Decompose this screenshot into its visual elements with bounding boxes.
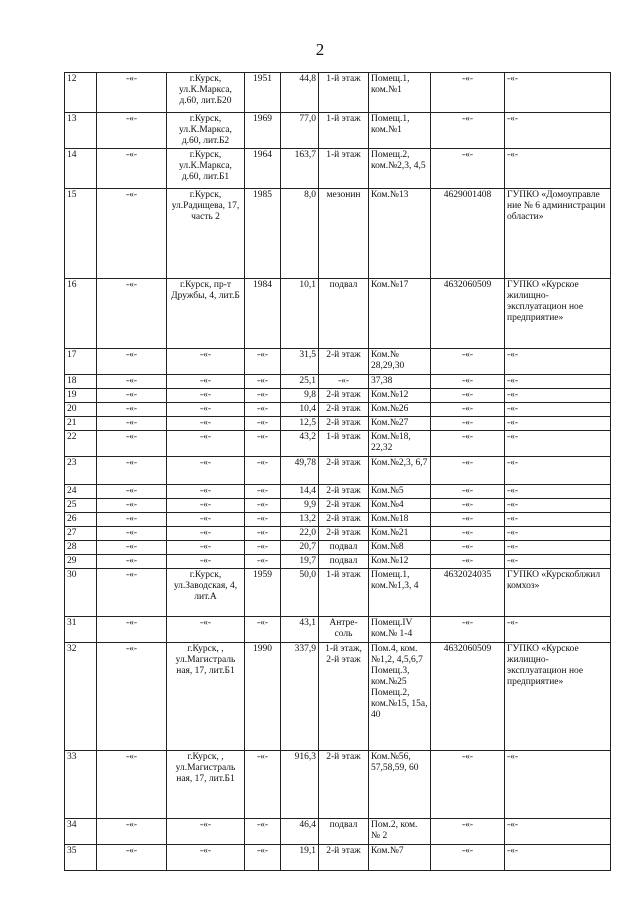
year-cell: 1969 [245, 113, 281, 149]
row-number: 31 [65, 617, 97, 643]
year-cell: -«- [245, 349, 281, 375]
year-cell: 1984 [245, 279, 281, 349]
rooms-cell: Ком.№13 [369, 189, 431, 279]
address-cell: -«- [167, 389, 245, 403]
year-cell: -«- [245, 617, 281, 643]
area-cell: 9,8 [281, 389, 319, 403]
row-number: 13 [65, 113, 97, 149]
row-number: 32 [65, 643, 97, 751]
ditto-cell: -«- [97, 499, 167, 513]
rooms-cell: Ком.№8 [369, 541, 431, 555]
inn-cell: -«- [431, 349, 505, 375]
floor-cell: подвал [319, 541, 369, 555]
row-number: 23 [65, 457, 97, 485]
inn-cell: 4632024035 [431, 569, 505, 617]
rooms-cell: Ком.№18 [369, 513, 431, 527]
holder-cell: -«- [505, 499, 611, 513]
rooms-cell: Ком.№12 [369, 389, 431, 403]
holder-cell: -«- [505, 541, 611, 555]
inn-cell: -«- [431, 457, 505, 485]
year-cell: -«- [245, 499, 281, 513]
table-row [65, 499, 611, 513]
row-number: 25 [65, 499, 97, 513]
row-number: 30 [65, 569, 97, 617]
ditto-cell: -«- [97, 189, 167, 279]
rooms-cell: Ком.№17 [369, 279, 431, 349]
floor-cell: 2-й этаж [319, 389, 369, 403]
holder-cell: ГУПКО «Курскоблжил комхоз» [505, 569, 611, 617]
holder-cell: -«- [505, 457, 611, 485]
table-row [65, 457, 611, 485]
address-cell: -«- [167, 485, 245, 499]
inn-cell: -«- [431, 845, 505, 871]
holder-cell: -«- [505, 485, 611, 499]
area-cell: 9,9 [281, 499, 319, 513]
inn-cell: -«- [431, 617, 505, 643]
address-cell: -«- [167, 845, 245, 871]
holder-cell: -«- [505, 73, 611, 113]
area-cell: 49,78 [281, 457, 319, 485]
floor-cell: мезонин [319, 189, 369, 279]
table-row [65, 513, 611, 527]
ditto-cell: -«- [97, 751, 167, 819]
area-cell: 10,4 [281, 403, 319, 417]
ditto-cell: -«- [97, 149, 167, 189]
row-number: 24 [65, 485, 97, 499]
rooms-cell: Помещ.2, ком.№2,3, 4,5 [369, 149, 431, 189]
table-row [65, 189, 611, 279]
year-cell: -«- [245, 541, 281, 555]
ditto-cell: -«- [97, 113, 167, 149]
rooms-cell: Ком.№56, 57,58,59, 60 [369, 751, 431, 819]
inn-cell: -«- [431, 431, 505, 457]
inn-cell: -«- [431, 527, 505, 541]
area-cell: 337,9 [281, 643, 319, 751]
floor-cell: 1-й этаж [319, 149, 369, 189]
year-cell: 1959 [245, 569, 281, 617]
rooms-cell: Ком.№27 [369, 417, 431, 431]
table-row [65, 279, 611, 349]
table-row [65, 617, 611, 643]
year-cell: -«- [245, 527, 281, 541]
table-row [65, 643, 611, 751]
year-cell: 1951 [245, 73, 281, 113]
floor-cell: 1-й этаж [319, 73, 369, 113]
inn-cell: -«- [431, 751, 505, 819]
inn-cell: -«- [431, 417, 505, 431]
rooms-cell: Ком.№7 [369, 845, 431, 871]
ditto-cell: -«- [97, 389, 167, 403]
holder-cell: -«- [505, 375, 611, 389]
year-cell: -«- [245, 845, 281, 871]
holder-cell: -«- [505, 845, 611, 871]
row-number: 21 [65, 417, 97, 431]
floor-cell: подвал [319, 555, 369, 569]
floor-cell: 1-й этаж [319, 569, 369, 617]
inn-cell: -«- [431, 73, 505, 113]
inn-cell: 4632060509 [431, 279, 505, 349]
table-row [65, 417, 611, 431]
year-cell: -«- [245, 431, 281, 457]
year-cell: -«- [245, 403, 281, 417]
area-cell: 22,0 [281, 527, 319, 541]
area-cell: 13,2 [281, 513, 319, 527]
area-cell: 25,1 [281, 375, 319, 389]
holder-cell: ГУПКО «Курское жилищно-эксплуатацион ное предприятие» [505, 643, 611, 751]
inn-cell: -«- [431, 375, 505, 389]
inn-cell: -«- [431, 389, 505, 403]
rooms-cell: Пом.4, ком.№1,2, 4,5,6,7 Помещ.3, ком.№25 Помещ.2, ком.№15, 15а, 40 [369, 643, 431, 751]
year-cell: -«- [245, 751, 281, 819]
address-cell: г.Курск, пр-т Дружбы, 4, лит.Б [167, 279, 245, 349]
rooms-cell: Помещ.1, ком.№1 [369, 113, 431, 149]
row-number: 22 [65, 431, 97, 457]
table-row [65, 389, 611, 403]
row-number: 35 [65, 845, 97, 871]
floor-cell: 2-й этаж [319, 485, 369, 499]
address-cell: г.Курск, ул.К.Маркса, д.60, лит.Б1 [167, 149, 245, 189]
inn-cell: 4629001408 [431, 189, 505, 279]
holder-cell: -«- [505, 527, 611, 541]
holder-cell: -«- [505, 149, 611, 189]
address-cell: -«- [167, 541, 245, 555]
row-number: 12 [65, 73, 97, 113]
rooms-cell: Ком.№ 28,29,30 [369, 349, 431, 375]
floor-cell: подвал [319, 279, 369, 349]
table-row [65, 375, 611, 389]
area-cell: 14,4 [281, 485, 319, 499]
floor-cell: 1-й этаж, 2-й этаж [319, 643, 369, 751]
holder-cell: -«- [505, 555, 611, 569]
table-row [65, 819, 611, 845]
inn-cell: -«- [431, 403, 505, 417]
area-cell: 19,7 [281, 555, 319, 569]
ditto-cell: -«- [97, 485, 167, 499]
holder-cell: -«- [505, 417, 611, 431]
ditto-cell: -«- [97, 513, 167, 527]
table-row [65, 113, 611, 149]
table-row [65, 527, 611, 541]
inn-cell: -«- [431, 819, 505, 845]
area-cell: 163,7 [281, 149, 319, 189]
address-cell: г.Курск, ул.Радищева, 17, часть 2 [167, 189, 245, 279]
table-row [65, 845, 611, 871]
holder-cell: -«- [505, 431, 611, 457]
ditto-cell: -«- [97, 527, 167, 541]
floor-cell: 2-й этаж [319, 845, 369, 871]
table-row [65, 569, 611, 617]
inn-cell: -«- [431, 485, 505, 499]
address-cell: -«- [167, 403, 245, 417]
ditto-cell: -«- [97, 457, 167, 485]
holder-cell: -«- [505, 617, 611, 643]
year-cell: 1964 [245, 149, 281, 189]
address-cell: г.Курск, ул.К.Маркса, д.60, лит.Б2 [167, 113, 245, 149]
rooms-cell: Ком.№2,3, 6,7 [369, 457, 431, 485]
table-row [65, 149, 611, 189]
holder-cell: -«- [505, 349, 611, 375]
address-cell: г.Курск, , ул.Магистраль ная, 17, лит.Б1 [167, 643, 245, 751]
row-number: 14 [65, 149, 97, 189]
holder-cell: -«- [505, 751, 611, 819]
ditto-cell: -«- [97, 555, 167, 569]
row-number: 28 [65, 541, 97, 555]
row-number: 26 [65, 513, 97, 527]
rooms-cell: Ком.№26 [369, 403, 431, 417]
registry-body [65, 73, 611, 871]
rooms-cell: Ком.№5 [369, 485, 431, 499]
inn-cell: -«- [431, 113, 505, 149]
year-cell: -«- [245, 485, 281, 499]
floor-cell: 2-й этаж [319, 457, 369, 485]
address-cell: г.Курск, ул.Заводская, 4, лит.А [167, 569, 245, 617]
floor-cell: 2-й этаж [319, 417, 369, 431]
rooms-cell: Пом.2, ком. № 2 [369, 819, 431, 845]
floor-cell: 2-й этаж [319, 751, 369, 819]
ditto-cell: -«- [97, 279, 167, 349]
area-cell: 916,3 [281, 751, 319, 819]
inn-cell: -«- [431, 513, 505, 527]
address-cell: -«- [167, 617, 245, 643]
year-cell: -«- [245, 417, 281, 431]
address-cell: -«- [167, 513, 245, 527]
year-cell: -«- [245, 819, 281, 845]
ditto-cell: -«- [97, 569, 167, 617]
address-cell: г.Курск, , ул.Магистраль ная, 17, лит.Б1 [167, 751, 245, 819]
inn-cell: 4632060509 [431, 643, 505, 751]
table-row [65, 485, 611, 499]
page-number: 2 [315, 40, 325, 59]
address-cell: -«- [167, 375, 245, 389]
floor-cell: 2-й этаж [319, 527, 369, 541]
floor-cell: подвал [319, 819, 369, 845]
ditto-cell: -«- [97, 73, 167, 113]
rooms-cell: Ком.№12 [369, 555, 431, 569]
area-cell: 46,4 [281, 819, 319, 845]
address-cell: -«- [167, 555, 245, 569]
rooms-cell: Помещ.IV ком.№ 1-4 [369, 617, 431, 643]
row-number: 16 [65, 279, 97, 349]
area-cell: 12,5 [281, 417, 319, 431]
ditto-cell: -«- [97, 375, 167, 389]
area-cell: 44,8 [281, 73, 319, 113]
ditto-cell: -«- [97, 819, 167, 845]
floor-cell: 2-й этаж [319, 513, 369, 527]
table-row [65, 555, 611, 569]
row-number: 27 [65, 527, 97, 541]
area-cell: 50,0 [281, 569, 319, 617]
address-cell: -«- [167, 431, 245, 457]
address-cell: -«- [167, 527, 245, 541]
rooms-cell: 37,38 [369, 375, 431, 389]
inn-cell: -«- [431, 499, 505, 513]
ditto-cell: -«- [97, 643, 167, 751]
ditto-cell: -«- [97, 349, 167, 375]
floor-cell: Антре-соль [319, 617, 369, 643]
rooms-cell: Помещ.1, ком.№1 [369, 73, 431, 113]
holder-cell: -«- [505, 513, 611, 527]
area-cell: 77,0 [281, 113, 319, 149]
row-number: 19 [65, 389, 97, 403]
year-cell: 1990 [245, 643, 281, 751]
area-cell: 43,2 [281, 431, 319, 457]
rooms-cell: Помещ.1, ком.№1,3, 4 [369, 569, 431, 617]
ditto-cell: -«- [97, 431, 167, 457]
row-number: 29 [65, 555, 97, 569]
floor-cell: 1-й этаж [319, 113, 369, 149]
floor-cell: 2-й этаж [319, 403, 369, 417]
holder-cell: -«- [505, 389, 611, 403]
year-cell: 1985 [245, 189, 281, 279]
year-cell: -«- [245, 375, 281, 389]
area-cell: 31,5 [281, 349, 319, 375]
area-cell: 20,7 [281, 541, 319, 555]
table-row [65, 349, 611, 375]
row-number: 34 [65, 819, 97, 845]
year-cell: -«- [245, 389, 281, 403]
holder-cell: -«- [505, 113, 611, 149]
floor-cell: -«- [319, 375, 369, 389]
year-cell: -«- [245, 513, 281, 527]
property-registry-table [64, 72, 611, 871]
table-row [65, 431, 611, 457]
area-cell: 19,1 [281, 845, 319, 871]
row-number: 17 [65, 349, 97, 375]
ditto-cell: -«- [97, 845, 167, 871]
year-cell: -«- [245, 457, 281, 485]
table-row [65, 73, 611, 113]
inn-cell: -«- [431, 149, 505, 189]
ditto-cell: -«- [97, 541, 167, 555]
address-cell: г.Курск, ул.К.Маркса, д.60, лит.Б20 [167, 73, 245, 113]
table-row [65, 751, 611, 819]
area-cell: 10,1 [281, 279, 319, 349]
ditto-cell: -«- [97, 417, 167, 431]
floor-cell: 2-й этаж [319, 349, 369, 375]
rooms-cell: Ком.№18, 22,32 [369, 431, 431, 457]
holder-cell: ГУПКО «Курское жилищно-эксплуатацион ное предприятие» [505, 279, 611, 349]
address-cell: -«- [167, 349, 245, 375]
address-cell: -«- [167, 499, 245, 513]
rooms-cell: Ком.№4 [369, 499, 431, 513]
table-row [65, 403, 611, 417]
address-cell: -«- [167, 457, 245, 485]
inn-cell: -«- [431, 541, 505, 555]
address-cell: -«- [167, 819, 245, 845]
area-cell: 8,0 [281, 189, 319, 279]
address-cell: -«- [167, 417, 245, 431]
inn-cell: -«- [431, 555, 505, 569]
rooms-cell: Ком.№21 [369, 527, 431, 541]
holder-cell: -«- [505, 403, 611, 417]
row-number: 15 [65, 189, 97, 279]
table-row [65, 541, 611, 555]
holder-cell: -«- [505, 819, 611, 845]
row-number: 33 [65, 751, 97, 819]
area-cell: 43,1 [281, 617, 319, 643]
floor-cell: 2-й этаж [319, 499, 369, 513]
ditto-cell: -«- [97, 617, 167, 643]
year-cell: -«- [245, 555, 281, 569]
ditto-cell: -«- [97, 403, 167, 417]
row-number: 20 [65, 403, 97, 417]
holder-cell: ГУПКО «Домоуправле ние № 6 администрации области» [505, 189, 611, 279]
floor-cell: 1-й этаж [319, 431, 369, 457]
row-number: 18 [65, 375, 97, 389]
